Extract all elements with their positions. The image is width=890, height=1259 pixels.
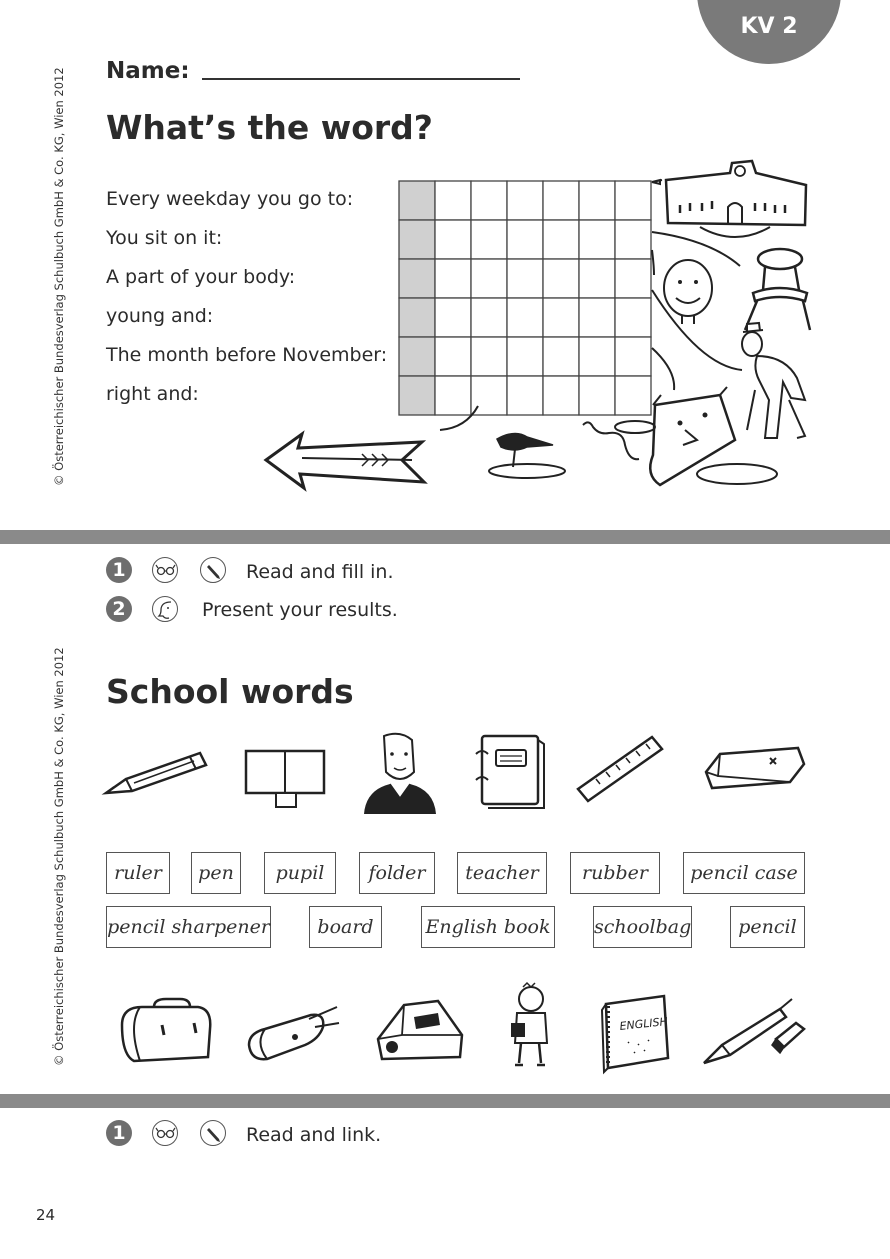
clue-4: young and: [106,305,214,327]
folder-picture-icon [470,730,550,810]
copyright-top: © Österreichischer Bundesverlag Schulbuch GmbH & Co. KG, Wien 2012 [52,67,66,486]
english-book-label: ENGLISH [618,1015,669,1033]
divider-bar-2 [0,1094,890,1108]
task-number-1: 1 [106,557,132,583]
glasses-icon-2 [152,1120,178,1146]
word-rubber[interactable]: rubber [570,852,660,894]
pencil-write-icon [200,557,226,583]
word-english-book[interactable]: English book [421,906,555,948]
clue-2: You sit on it: [106,227,223,249]
divider-bar-1 [0,530,890,544]
task-text-2: Present your results. [202,599,398,621]
word-teacher[interactable]: teacher [457,852,547,894]
schoolbag-picture-icon [114,995,218,1067]
page-number: 24 [36,1206,56,1224]
pencil-write-icon-2 [200,1120,226,1146]
kv-badge-label: KV 2 [740,14,798,39]
word-pupil[interactable]: pupil [264,852,336,894]
word-pencil-case[interactable]: pencil case [683,852,805,894]
section1-title: What’s the word? [106,108,433,147]
teacher-picture-icon [360,732,440,817]
word-board[interactable]: board [309,906,382,948]
task-number-2: 2 [106,596,132,622]
task2-text-1: Read and link. [246,1124,382,1146]
word-pencil-sharpener[interactable]: pencil sharpener [106,906,271,948]
clue-3: A part of your body: [106,266,296,288]
name-label: Name: [106,58,190,84]
clue-5: The month before November: [106,344,388,366]
rubber-picture-icon [700,742,808,794]
word-folder[interactable]: folder [359,852,435,894]
ruler-picture-icon [574,733,666,805]
pen-picture-icon [702,997,810,1067]
big-arrow-icon [262,430,432,492]
clue-1: Every weekday you go to: [106,188,354,210]
pencil-case-picture-icon [245,1005,341,1063]
section2-title: School words [106,672,354,711]
word-ruler[interactable]: ruler [106,852,170,894]
pupil-picture-icon [505,983,555,1068]
glasses-icon [152,557,178,583]
puddle-icon [695,460,785,490]
pencil-picture-icon [104,745,210,800]
word-pen[interactable]: pen [191,852,241,894]
task-text-1: Read and fill in. [246,561,394,583]
pencil-sharpener-picture-icon [374,995,466,1065]
english-book-picture-icon [598,992,676,1074]
clue-6: right and: [106,383,199,405]
copyright-bottom: © Österreichischer Bundesverlag Schulbuch GmbH & Co. KG, Wien 2012 [52,647,66,1066]
word-pencil[interactable]: pencil [730,906,805,948]
word-schoolbag[interactable]: schoolbag [593,906,692,948]
connector-arrows [430,170,780,440]
board-picture-icon [240,745,330,815]
task2-number-1: 1 [106,1120,132,1146]
name-line[interactable] [202,78,520,80]
speaking-face-icon [152,596,178,622]
